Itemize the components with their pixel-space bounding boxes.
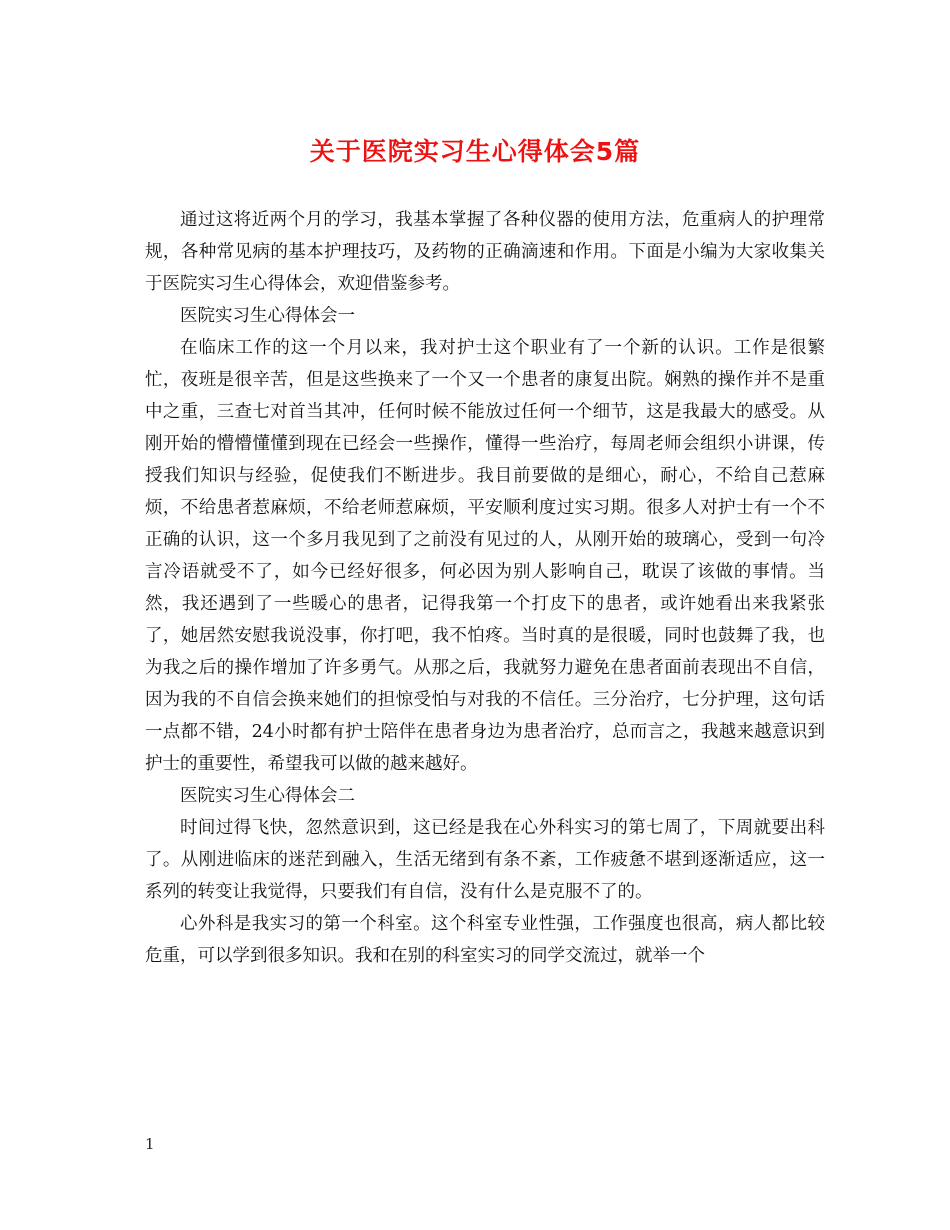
section-1-paragraph: 在临床工作的这一个月以来，我对护士这个职业有了一个新的认识。工作是很繁忙，夜班是很辛苦，但是这些换来了一个又一个患者的康复出院。娴熟的操作并不是重中之重，三查七对首当其冲，任何时候不能放过任何一个细节，这是我最大的感受。从刚开始的懵懵懂懂到现在已经会一些操作，懂得一些治疗，每周老师会组织小讲课，传授我们知识与经验，促使我们不断进步。我目前要做的是细心，耐心，不给自己惹麻烦，不给患者惹麻烦，不给老师惹麻烦，平安顺利度过实习期。很多人对护士有一个不正确的认识，这一个多月我见到了之前没有见过的人，从刚开始的玻璃心，受到一句冷言冷语就受不了，如今已经好很多，何必因为别人影响自己，耽误了该做的事情。当然，我还遇到了一些暖心的患者，记得我第一个打皮下的患者，或许她看出来我紧张了，她居然安慰我说没事，你打吧，我不怕疼。当时真的是很暖，同时也鼓舞了我，也为我之后的操作增加了许多勇气。从那之后，我就努力避免在患者面前表现出不自信，因为我的不自信会换来她们的担惊受怕与对我的不信任。三分治疗，七分护理，这句话一点都不错，24小时都有护士陪伴在患者身边为患者治疗，总而言之，我越来越意识到护士的重要性，希望我可以做的越来越好。	[145, 338, 825, 774]
section-heading-1: 医院实习生心得体会一	[180, 306, 355, 326]
intro-paragraph: 通过这将近两个月的学习，我基本掌握了各种仪器的使用方法，危重病人的护理常规，各种常见病的基本护理技巧，及药物的正确滴速和作用。下面是小编为大家收集关于医院实习生心得体会，欢迎借鉴参考。	[145, 210, 825, 294]
section-2-paragraph-1: 时间过得飞快，忽然意识到，这已经是我在心外科实习的第七周了，下周就要出科了。从刚进临床的迷茫到融入，生活无绪到有条不紊，工作疲惫不堪到逐渐适应，这一系列的转变让我觉得，只要我们有自信，没有什么是克服不了的。	[145, 818, 825, 902]
document-body	[145, 204, 825, 972]
section-heading-2: 医院实习生心得体会二	[180, 786, 355, 806]
page-number: 1	[145, 1135, 155, 1153]
document-title: 关于医院实习生心得体会5篇	[309, 137, 641, 166]
section-2-paragraph-2: 心外科是我实习的第一个科室。这个科室专业性强，工作强度也很高，病人都比较危重，可以学到很多知识。我和在别的科室实习的同学交流过，就举一个	[145, 914, 825, 966]
